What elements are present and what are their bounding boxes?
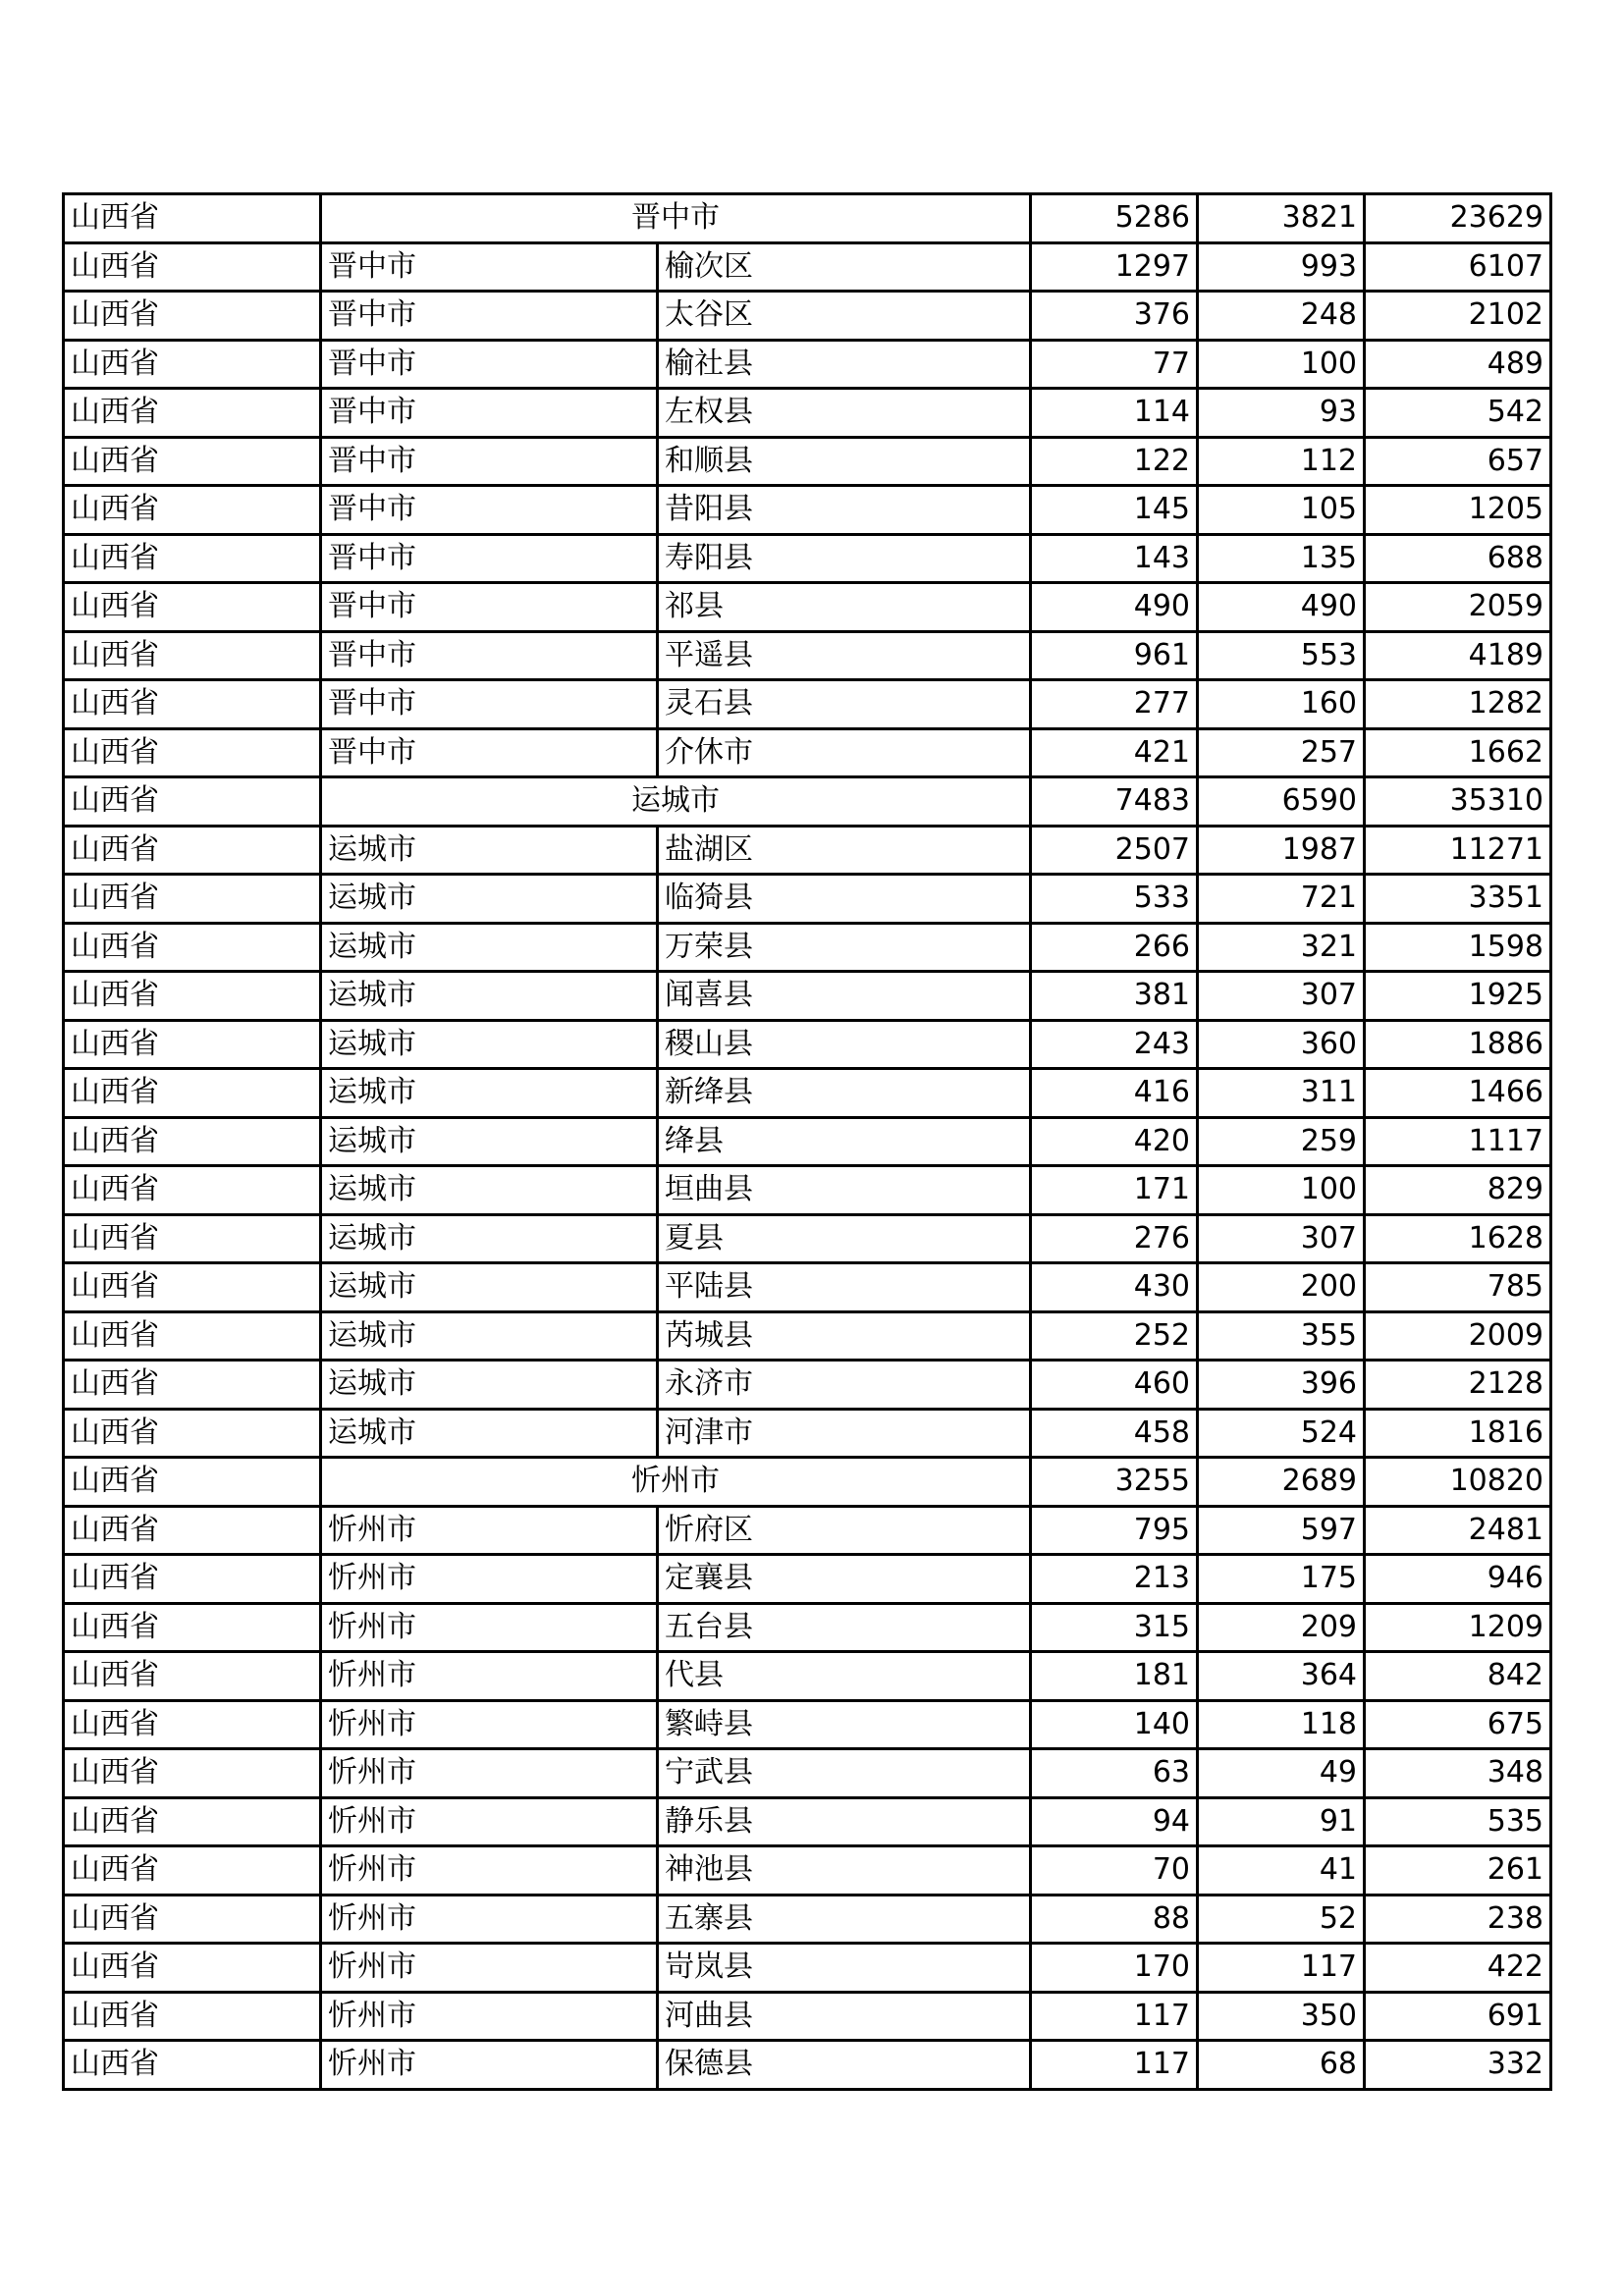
county-row xyxy=(64,1361,1551,1410)
value-1-cell: 381 xyxy=(1031,972,1198,1021)
county-row xyxy=(64,1263,1551,1312)
city-cell: 晋中市 xyxy=(321,680,658,729)
city-cell: 运城市 xyxy=(321,1263,658,1312)
city-cell: 忻州市 xyxy=(321,1749,658,1798)
value-1-cell: 3255 xyxy=(1031,1458,1198,1507)
value-3-cell: 11271 xyxy=(1365,826,1551,875)
county-cell: 河津市 xyxy=(658,1409,1031,1458)
province-cell: 山西省 xyxy=(64,1214,321,1263)
value-3-cell: 691 xyxy=(1365,1992,1551,2041)
value-1-cell: 315 xyxy=(1031,1603,1198,1652)
county-cell: 保德县 xyxy=(658,2041,1031,2090)
value-2-cell: 118 xyxy=(1198,1700,1365,1749)
value-2-cell: 117 xyxy=(1198,1944,1365,1993)
province-cell: 山西省 xyxy=(64,437,321,486)
value-3-cell: 422 xyxy=(1365,1944,1551,1993)
value-1-cell: 171 xyxy=(1031,1166,1198,1215)
value-3-cell: 1662 xyxy=(1365,728,1551,777)
value-2-cell: 248 xyxy=(1198,292,1365,341)
county-cell: 五寨县 xyxy=(658,1895,1031,1944)
value-3-cell: 785 xyxy=(1365,1263,1551,1312)
province-cell: 山西省 xyxy=(64,1117,321,1166)
value-3-cell: 1628 xyxy=(1365,1214,1551,1263)
value-2-cell: 355 xyxy=(1198,1311,1365,1361)
province-cell: 山西省 xyxy=(64,389,321,438)
city-cell: 忻州市 xyxy=(321,1555,658,1604)
value-2-cell: 553 xyxy=(1198,631,1365,680)
value-2-cell: 993 xyxy=(1198,242,1365,292)
province-cell: 山西省 xyxy=(64,1944,321,1993)
city-cell: 运城市 xyxy=(321,1311,658,1361)
value-3-cell: 2481 xyxy=(1365,1506,1551,1555)
value-3-cell: 1209 xyxy=(1365,1603,1551,1652)
value-2-cell: 135 xyxy=(1198,534,1365,583)
value-1-cell: 170 xyxy=(1031,1944,1198,1993)
value-3-cell: 1117 xyxy=(1365,1117,1551,1166)
value-3-cell: 2009 xyxy=(1365,1311,1551,1361)
province-cell: 山西省 xyxy=(64,486,321,535)
county-cell: 榆次区 xyxy=(658,242,1031,292)
city-cell: 忻州市 xyxy=(321,1603,658,1652)
county-row xyxy=(64,1311,1551,1361)
province-cell: 山西省 xyxy=(64,1749,321,1798)
city-cell: 运城市 xyxy=(321,1166,658,1215)
city-cell: 晋中市 xyxy=(321,437,658,486)
city-cell: 忻州市 xyxy=(321,1700,658,1749)
value-2-cell: 321 xyxy=(1198,923,1365,972)
county-row xyxy=(64,2041,1551,2090)
city-cell: 忻州市 xyxy=(321,2041,658,2090)
value-2-cell: 160 xyxy=(1198,680,1365,729)
value-1-cell: 140 xyxy=(1031,1700,1198,1749)
value-3-cell: 2059 xyxy=(1365,583,1551,632)
city-cell: 晋中市 xyxy=(321,486,658,535)
province-cell: 山西省 xyxy=(64,826,321,875)
county-cell: 榆社县 xyxy=(658,340,1031,389)
county-cell: 盐湖区 xyxy=(658,826,1031,875)
county-cell: 介休市 xyxy=(658,728,1031,777)
value-3-cell: 1925 xyxy=(1365,972,1551,1021)
city-name-cell: 运城市 xyxy=(321,777,1031,827)
value-1-cell: 70 xyxy=(1031,1846,1198,1896)
value-3-cell: 23629 xyxy=(1365,194,1551,243)
value-3-cell: 261 xyxy=(1365,1846,1551,1896)
county-cell: 昔阳县 xyxy=(658,486,1031,535)
province-cell: 山西省 xyxy=(64,1603,321,1652)
value-1-cell: 460 xyxy=(1031,1361,1198,1410)
province-cell: 山西省 xyxy=(64,728,321,777)
value-1-cell: 213 xyxy=(1031,1555,1198,1604)
statistics-table xyxy=(62,192,1552,2091)
value-2-cell: 350 xyxy=(1198,1992,1365,2041)
city-cell: 忻州市 xyxy=(321,1652,658,1701)
province-cell: 山西省 xyxy=(64,1700,321,1749)
value-1-cell: 63 xyxy=(1031,1749,1198,1798)
value-1-cell: 421 xyxy=(1031,728,1198,777)
county-row xyxy=(64,437,1551,486)
value-1-cell: 416 xyxy=(1031,1069,1198,1118)
value-2-cell: 112 xyxy=(1198,437,1365,486)
county-row xyxy=(64,1555,1551,1604)
county-row xyxy=(64,680,1551,729)
province-cell: 山西省 xyxy=(64,680,321,729)
value-2-cell: 209 xyxy=(1198,1603,1365,1652)
table-body xyxy=(64,194,1551,2090)
county-cell: 绛县 xyxy=(658,1117,1031,1166)
value-2-cell: 100 xyxy=(1198,340,1365,389)
county-row xyxy=(64,292,1551,341)
city-cell: 晋中市 xyxy=(321,728,658,777)
value-2-cell: 597 xyxy=(1198,1506,1365,1555)
value-2-cell: 3821 xyxy=(1198,194,1365,243)
value-2-cell: 91 xyxy=(1198,1797,1365,1846)
county-row xyxy=(64,875,1551,924)
value-3-cell: 35310 xyxy=(1365,777,1551,827)
province-cell: 山西省 xyxy=(64,1797,321,1846)
value-3-cell: 535 xyxy=(1365,1797,1551,1846)
province-cell: 山西省 xyxy=(64,583,321,632)
county-row xyxy=(64,1944,1551,1993)
city-cell: 运城市 xyxy=(321,1020,658,1069)
city-cell: 运城市 xyxy=(321,1214,658,1263)
province-cell: 山西省 xyxy=(64,1409,321,1458)
county-cell: 灵石县 xyxy=(658,680,1031,729)
city-cell: 忻州市 xyxy=(321,1944,658,1993)
value-3-cell: 6107 xyxy=(1365,242,1551,292)
value-2-cell: 396 xyxy=(1198,1361,1365,1410)
province-cell: 山西省 xyxy=(64,1166,321,1215)
county-row xyxy=(64,1846,1551,1896)
value-1-cell: 77 xyxy=(1031,340,1198,389)
province-cell: 山西省 xyxy=(64,1020,321,1069)
value-2-cell: 307 xyxy=(1198,972,1365,1021)
value-2-cell: 364 xyxy=(1198,1652,1365,1701)
value-3-cell: 1282 xyxy=(1365,680,1551,729)
value-1-cell: 252 xyxy=(1031,1311,1198,1361)
city-cell: 晋中市 xyxy=(321,534,658,583)
city-total-row xyxy=(64,777,1551,827)
value-2-cell: 100 xyxy=(1198,1166,1365,1215)
value-3-cell: 489 xyxy=(1365,340,1551,389)
value-1-cell: 961 xyxy=(1031,631,1198,680)
county-row xyxy=(64,1797,1551,1846)
value-3-cell: 829 xyxy=(1365,1166,1551,1215)
value-2-cell: 6590 xyxy=(1198,777,1365,827)
county-cell: 祁县 xyxy=(658,583,1031,632)
city-cell: 忻州市 xyxy=(321,1797,658,1846)
city-cell: 运城市 xyxy=(321,826,658,875)
province-cell: 山西省 xyxy=(64,242,321,292)
county-row xyxy=(64,1652,1551,1701)
value-2-cell: 1987 xyxy=(1198,826,1365,875)
value-1-cell: 266 xyxy=(1031,923,1198,972)
value-1-cell: 7483 xyxy=(1031,777,1198,827)
county-row xyxy=(64,1117,1551,1166)
value-2-cell: 49 xyxy=(1198,1749,1365,1798)
county-cell: 永济市 xyxy=(658,1361,1031,1410)
value-2-cell: 524 xyxy=(1198,1409,1365,1458)
value-3-cell: 348 xyxy=(1365,1749,1551,1798)
value-1-cell: 276 xyxy=(1031,1214,1198,1263)
value-3-cell: 688 xyxy=(1365,534,1551,583)
value-3-cell: 3351 xyxy=(1365,875,1551,924)
value-1-cell: 117 xyxy=(1031,1992,1198,2041)
city-cell: 晋中市 xyxy=(321,242,658,292)
province-cell: 山西省 xyxy=(64,340,321,389)
county-row xyxy=(64,972,1551,1021)
county-cell: 和顺县 xyxy=(658,437,1031,486)
county-cell: 岢岚县 xyxy=(658,1944,1031,1993)
county-cell: 万荣县 xyxy=(658,923,1031,972)
city-cell: 忻州市 xyxy=(321,1846,658,1896)
province-cell: 山西省 xyxy=(64,1846,321,1896)
county-cell: 平陆县 xyxy=(658,1263,1031,1312)
value-1-cell: 145 xyxy=(1031,486,1198,535)
county-row xyxy=(64,583,1551,632)
county-row xyxy=(64,923,1551,972)
value-1-cell: 5286 xyxy=(1031,194,1198,243)
value-1-cell: 420 xyxy=(1031,1117,1198,1166)
county-row xyxy=(64,340,1551,389)
city-cell: 运城市 xyxy=(321,1117,658,1166)
value-2-cell: 41 xyxy=(1198,1846,1365,1896)
province-cell: 山西省 xyxy=(64,1992,321,2041)
value-1-cell: 88 xyxy=(1031,1895,1198,1944)
province-cell: 山西省 xyxy=(64,1458,321,1507)
value-2-cell: 307 xyxy=(1198,1214,1365,1263)
value-1-cell: 277 xyxy=(1031,680,1198,729)
county-cell: 代县 xyxy=(658,1652,1031,1701)
city-cell: 忻州市 xyxy=(321,1895,658,1944)
province-cell: 山西省 xyxy=(64,1895,321,1944)
province-cell: 山西省 xyxy=(64,534,321,583)
county-cell: 宁武县 xyxy=(658,1749,1031,1798)
province-cell: 山西省 xyxy=(64,631,321,680)
value-3-cell: 2128 xyxy=(1365,1361,1551,1410)
city-cell: 晋中市 xyxy=(321,583,658,632)
value-2-cell: 360 xyxy=(1198,1020,1365,1069)
county-cell: 繁峙县 xyxy=(658,1700,1031,1749)
value-3-cell: 10820 xyxy=(1365,1458,1551,1507)
value-1-cell: 1297 xyxy=(1031,242,1198,292)
value-1-cell: 243 xyxy=(1031,1020,1198,1069)
county-row xyxy=(64,242,1551,292)
county-cell: 静乐县 xyxy=(658,1797,1031,1846)
province-cell: 山西省 xyxy=(64,777,321,827)
value-3-cell: 946 xyxy=(1365,1555,1551,1604)
value-1-cell: 122 xyxy=(1031,437,1198,486)
value-2-cell: 257 xyxy=(1198,728,1365,777)
city-cell: 晋中市 xyxy=(321,631,658,680)
county-cell: 新绛县 xyxy=(658,1069,1031,1118)
county-cell: 河曲县 xyxy=(658,1992,1031,2041)
value-3-cell: 1886 xyxy=(1365,1020,1551,1069)
city-total-row xyxy=(64,1458,1551,1507)
value-3-cell: 1205 xyxy=(1365,486,1551,535)
county-cell: 忻府区 xyxy=(658,1506,1031,1555)
province-cell: 山西省 xyxy=(64,1311,321,1361)
city-cell: 晋中市 xyxy=(321,292,658,341)
value-1-cell: 117 xyxy=(1031,2041,1198,2090)
province-cell: 山西省 xyxy=(64,875,321,924)
county-row xyxy=(64,1506,1551,1555)
county-cell: 平遥县 xyxy=(658,631,1031,680)
value-3-cell: 542 xyxy=(1365,389,1551,438)
city-cell: 忻州市 xyxy=(321,1992,658,2041)
city-cell: 运城市 xyxy=(321,875,658,924)
value-2-cell: 93 xyxy=(1198,389,1365,438)
value-3-cell: 1466 xyxy=(1365,1069,1551,1118)
value-3-cell: 2102 xyxy=(1365,292,1551,341)
value-3-cell: 4189 xyxy=(1365,631,1551,680)
value-2-cell: 175 xyxy=(1198,1555,1365,1604)
value-2-cell: 68 xyxy=(1198,2041,1365,2090)
county-cell: 芮城县 xyxy=(658,1311,1031,1361)
county-row xyxy=(64,1409,1551,1458)
value-2-cell: 200 xyxy=(1198,1263,1365,1312)
province-cell: 山西省 xyxy=(64,292,321,341)
county-cell: 定襄县 xyxy=(658,1555,1031,1604)
value-3-cell: 1816 xyxy=(1365,1409,1551,1458)
county-row xyxy=(64,1020,1551,1069)
value-3-cell: 657 xyxy=(1365,437,1551,486)
city-cell: 运城市 xyxy=(321,1361,658,1410)
value-3-cell: 1598 xyxy=(1365,923,1551,972)
value-2-cell: 721 xyxy=(1198,875,1365,924)
value-2-cell: 105 xyxy=(1198,486,1365,535)
province-cell: 山西省 xyxy=(64,1069,321,1118)
province-cell: 山西省 xyxy=(64,972,321,1021)
province-cell: 山西省 xyxy=(64,1555,321,1604)
county-row xyxy=(64,1166,1551,1215)
city-name-cell: 晋中市 xyxy=(321,194,1031,243)
county-cell: 夏县 xyxy=(658,1214,1031,1263)
county-row xyxy=(64,1749,1551,1798)
county-row xyxy=(64,1992,1551,2041)
county-row xyxy=(64,1214,1551,1263)
province-cell: 山西省 xyxy=(64,923,321,972)
city-cell: 晋中市 xyxy=(321,389,658,438)
county-cell: 太谷区 xyxy=(658,292,1031,341)
county-row xyxy=(64,534,1551,583)
value-3-cell: 842 xyxy=(1365,1652,1551,1701)
value-3-cell: 675 xyxy=(1365,1700,1551,1749)
county-cell: 左权县 xyxy=(658,389,1031,438)
city-cell: 运城市 xyxy=(321,1409,658,1458)
value-2-cell: 490 xyxy=(1198,583,1365,632)
value-1-cell: 430 xyxy=(1031,1263,1198,1312)
value-3-cell: 238 xyxy=(1365,1895,1551,1944)
county-cell: 神池县 xyxy=(658,1846,1031,1896)
city-total-row xyxy=(64,194,1551,243)
county-cell: 临猗县 xyxy=(658,875,1031,924)
county-row xyxy=(64,826,1551,875)
city-cell: 忻州市 xyxy=(321,1506,658,1555)
city-cell: 运城市 xyxy=(321,972,658,1021)
city-cell: 晋中市 xyxy=(321,340,658,389)
province-cell: 山西省 xyxy=(64,1652,321,1701)
value-1-cell: 533 xyxy=(1031,875,1198,924)
county-cell: 闻喜县 xyxy=(658,972,1031,1021)
value-2-cell: 311 xyxy=(1198,1069,1365,1118)
province-cell: 山西省 xyxy=(64,1506,321,1555)
county-cell: 五台县 xyxy=(658,1603,1031,1652)
county-row xyxy=(64,631,1551,680)
value-1-cell: 2507 xyxy=(1031,826,1198,875)
county-row xyxy=(64,1895,1551,1944)
county-row xyxy=(64,389,1551,438)
value-1-cell: 181 xyxy=(1031,1652,1198,1701)
value-1-cell: 490 xyxy=(1031,583,1198,632)
value-2-cell: 2689 xyxy=(1198,1458,1365,1507)
county-row xyxy=(64,1700,1551,1749)
city-cell: 运城市 xyxy=(321,1069,658,1118)
value-1-cell: 795 xyxy=(1031,1506,1198,1555)
county-row xyxy=(64,728,1551,777)
county-cell: 垣曲县 xyxy=(658,1166,1031,1215)
value-3-cell: 332 xyxy=(1365,2041,1551,2090)
province-cell: 山西省 xyxy=(64,194,321,243)
value-1-cell: 114 xyxy=(1031,389,1198,438)
value-1-cell: 458 xyxy=(1031,1409,1198,1458)
county-row xyxy=(64,1069,1551,1118)
county-cell: 稷山县 xyxy=(658,1020,1031,1069)
city-name-cell: 忻州市 xyxy=(321,1458,1031,1507)
county-row xyxy=(64,486,1551,535)
county-cell: 寿阳县 xyxy=(658,534,1031,583)
value-1-cell: 376 xyxy=(1031,292,1198,341)
city-cell: 运城市 xyxy=(321,923,658,972)
county-row xyxy=(64,1603,1551,1652)
value-2-cell: 52 xyxy=(1198,1895,1365,1944)
province-cell: 山西省 xyxy=(64,1263,321,1312)
value-1-cell: 143 xyxy=(1031,534,1198,583)
province-cell: 山西省 xyxy=(64,2041,321,2090)
province-cell: 山西省 xyxy=(64,1361,321,1410)
value-2-cell: 259 xyxy=(1198,1117,1365,1166)
value-1-cell: 94 xyxy=(1031,1797,1198,1846)
